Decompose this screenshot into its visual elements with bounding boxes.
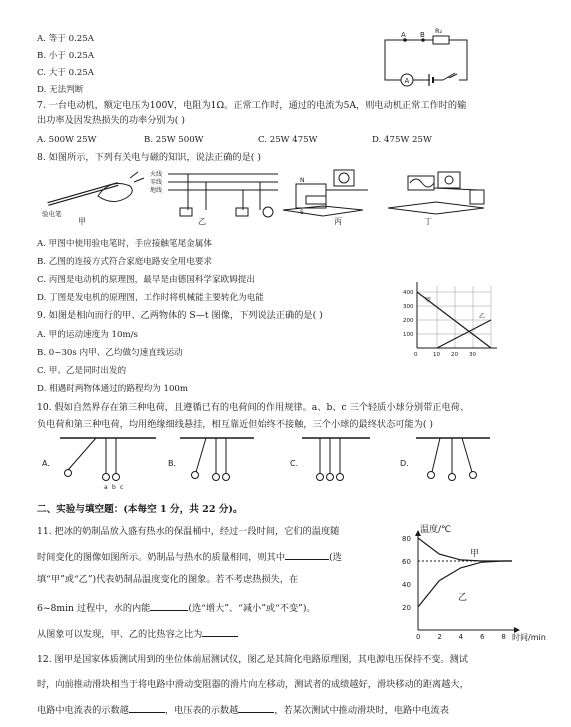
svg-text:B.: B. bbox=[168, 459, 177, 468]
q7-stem-line1: 7. 一台电动机，额定电压为100V，电阻为1Ω。正常工作时，通过的电流为5A，则电动机正常工作时的输 bbox=[37, 100, 467, 111]
q6-option-b: B. 小于 0.25A bbox=[37, 51, 95, 61]
q11-line5: 从图象可以发现，甲、乙的比热容之比为 bbox=[37, 627, 238, 641]
svg-text:甲: 甲 bbox=[425, 297, 432, 304]
q11-temperature-chart bbox=[392, 522, 552, 642]
q6-label-b: B bbox=[420, 31, 425, 39]
q12-blank-2[interactable] bbox=[238, 703, 274, 713]
q10-stem-line2: 负电荷和第三种电荷，均用绝缘细线悬挂，相互靠近但始终不接触，三个小球的最终状态可能为( ) bbox=[37, 419, 433, 430]
test-pen-figure bbox=[42, 172, 144, 226]
svg-text:b: b bbox=[112, 484, 116, 491]
q9-st-graph bbox=[403, 282, 503, 362]
q11-x-tick: 0 bbox=[416, 633, 421, 641]
section2-title: 二、实验与填空题：(本每空 1 分，共 22 分)。 bbox=[37, 504, 243, 515]
q12-line2: 时，向前推动滑块相当于将电路中滑动变阻器的滑片向左移动，测试者的成绩越好，滑块移动的距离越大， bbox=[37, 679, 469, 690]
svg-text:S: S bbox=[300, 209, 304, 216]
q7-stem-line2: 出功率及因发热损失的功率分别为( ) bbox=[37, 115, 185, 126]
q9-option-c: C. 甲、乙是同时出发的 bbox=[37, 366, 127, 376]
q6-option-d: D. 无法判断 bbox=[37, 85, 84, 95]
q12-line3: 电路中电流表的示数越 ，电压表的示数越 ，若某次测试中推动滑块时，电路中电流表 bbox=[37, 705, 449, 716]
q8-figures bbox=[38, 166, 528, 226]
svg-text:300: 300 bbox=[403, 304, 414, 310]
q11-line4: 6~8min 过程中，水的内能 (选“增大”、“减小”或“不变”)。 bbox=[37, 603, 316, 614]
q11-x-tick: 6 bbox=[480, 633, 485, 641]
q7-option-c: C. 25W 475W bbox=[258, 135, 318, 145]
q8-option-a: A. 甲图中使用验电笔时，手应接触笔尾金属体 bbox=[37, 239, 212, 249]
q8-option-d: D. 丁图是发电机的原理图，工作时将机械能主要转化为电能 bbox=[37, 293, 264, 303]
svg-text:验电笔: 验电笔 bbox=[42, 210, 62, 218]
svg-text:地线: 地线 bbox=[150, 187, 163, 194]
household-circuit-figure bbox=[150, 170, 278, 226]
q9-option-a: A. 甲的运动速度为 10m/s bbox=[37, 330, 138, 340]
q10-stem-line1: 10. 假如自然界存在第三种电荷，且遵循已有的电荷间的作用规律。a、b、c 三个轻质小球分别带正电荷、 bbox=[37, 402, 470, 413]
svg-text:0: 0 bbox=[414, 352, 418, 358]
svg-text:N: N bbox=[300, 177, 305, 184]
q11-y-tick: 40 bbox=[402, 581, 411, 589]
q11-series-jia bbox=[418, 538, 512, 561]
q8-stem: 8. 如图所示，下列有关电与磁的知识，说法正确的是( ) bbox=[37, 152, 261, 163]
q8-option-b: B. 乙图的连接方式符合家庭电路安全用电要求 bbox=[37, 257, 213, 267]
q11-x-tick: 2 bbox=[437, 633, 442, 641]
svg-text:c: c bbox=[120, 484, 124, 491]
q12-line1: 12. 图甲是国家体质测试用到的坐位体前屈测试仪，图乙是其简化电路原理图，其电源电压保持不变。测试 bbox=[37, 654, 468, 665]
q9-option-d: D. 相遇时两物体通过的路程均为 100m bbox=[37, 384, 189, 394]
motor-figure bbox=[283, 170, 368, 226]
fig-label-yi: 乙 bbox=[198, 217, 206, 226]
q11-label-yi: 乙 bbox=[458, 593, 468, 603]
q11-blank-1[interactable] bbox=[285, 550, 329, 560]
q7-option-b: B. 25W 500W bbox=[144, 135, 204, 145]
fig-label-ding: 丁 bbox=[424, 217, 432, 226]
q11-y-tick: 60 bbox=[402, 558, 411, 566]
q6-option-c: C. 大于 0.25A bbox=[37, 68, 94, 78]
svg-text:30: 30 bbox=[469, 352, 476, 358]
svg-text:10: 10 bbox=[433, 352, 440, 358]
q7-option-d: D. 475W 25W bbox=[372, 135, 432, 145]
svg-text:零线: 零线 bbox=[150, 179, 163, 186]
svg-text:400: 400 bbox=[403, 290, 414, 296]
fig-label-bing: 丙 bbox=[334, 217, 342, 226]
q11-chart-title: 温度/℃ bbox=[420, 525, 452, 535]
svg-text:A.: A. bbox=[42, 459, 50, 468]
q11-label-jia: 甲 bbox=[470, 549, 480, 559]
q11-line2: 时间变化的图像如图所示。奶制品与热水的质量相同，则其中 (选 bbox=[37, 552, 342, 563]
q11-blank-3[interactable] bbox=[202, 627, 238, 637]
q12-blank-1[interactable] bbox=[129, 703, 165, 713]
q6-option-a: A. 等于 0.25A bbox=[37, 34, 94, 44]
svg-text:a: a bbox=[104, 484, 108, 491]
svg-text:D.: D. bbox=[400, 459, 409, 468]
q11-y-tick: 80 bbox=[402, 535, 411, 543]
svg-text:200: 200 bbox=[403, 318, 414, 324]
svg-text:100: 100 bbox=[403, 332, 414, 338]
q11-blank-2[interactable] bbox=[150, 601, 188, 611]
q11-x-tick: 8 bbox=[501, 633, 506, 641]
q11-y-tick: 20 bbox=[402, 604, 411, 612]
q6-ammeter: A bbox=[404, 77, 410, 85]
svg-text:20: 20 bbox=[451, 352, 458, 358]
q11-x-label: 时间/min bbox=[512, 633, 546, 642]
svg-text:火线: 火线 bbox=[150, 171, 163, 178]
q6-label-r2: R₂ bbox=[435, 27, 443, 35]
q9-stem: 9. 如图是相向而行的甲、乙两物体的 S—t 图像，下列说法正确的是( ) bbox=[37, 310, 323, 321]
q11-x-tick: 4 bbox=[458, 633, 464, 641]
q10-options-figure bbox=[40, 434, 520, 490]
q8-option-c: C. 丙图是电动机的原理图，最早是由德国科学家欧姆提出 bbox=[37, 275, 255, 285]
q11-line3: 填“甲”或“乙”)代表奶制品温度变化的图象。若不考虑热损失，在 bbox=[37, 574, 299, 585]
q9-option-b: B. 0~30s 内甲、乙均做匀速直线运动 bbox=[37, 348, 183, 358]
generator-figure bbox=[388, 172, 484, 226]
svg-text:C.: C. bbox=[290, 459, 299, 468]
q11-line1: 11. 把冰的奶制品放入盛有热水的保温桶中，经过一段时间，它们的温度随 bbox=[37, 526, 340, 537]
svg-text:乙: 乙 bbox=[479, 313, 486, 320]
q6-circuit-diagram bbox=[385, 28, 475, 93]
q7-option-a: A. 500W 25W bbox=[37, 135, 97, 145]
q6-label-a: A bbox=[401, 31, 406, 39]
fig-label-jia: 甲 bbox=[78, 217, 86, 226]
